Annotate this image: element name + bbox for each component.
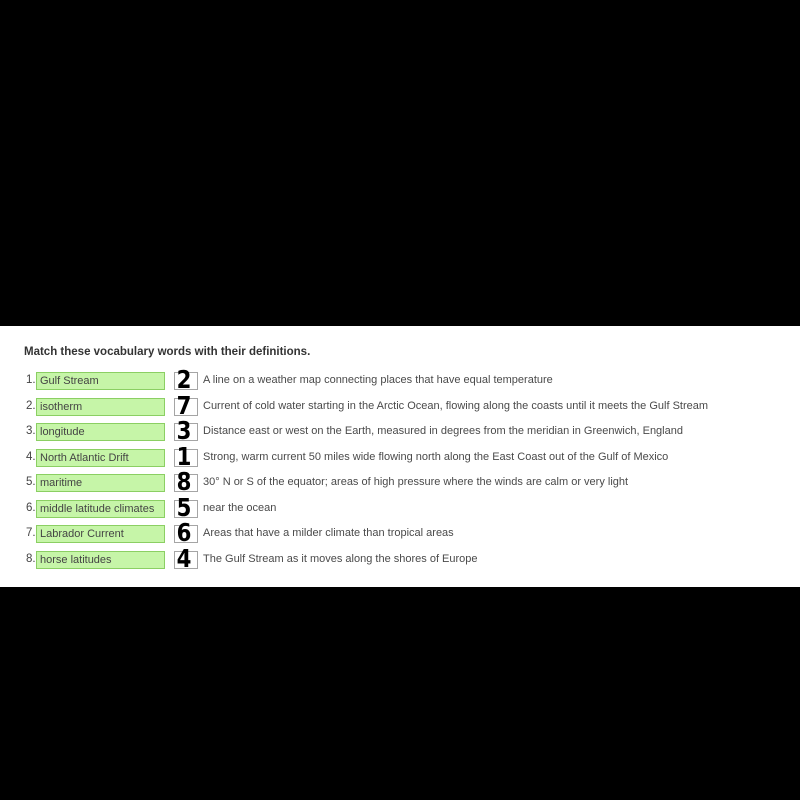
- item-number: 5.: [26, 476, 36, 488]
- definition-text: Distance east or west on the Earth, measured in degrees from the meridian in Greenwich, England: [203, 425, 683, 437]
- definition-text: near the ocean: [203, 502, 277, 514]
- definition-text: Current of cold water starting in the Arctic Ocean, flowing along the coasts until it meets the Gulf Stream: [203, 400, 709, 412]
- handwritten-answer: 5: [176, 493, 192, 522]
- handwritten-answer: 6: [176, 518, 192, 547]
- definition-text: A line on a weather map connecting places that have equal temperature: [203, 374, 553, 386]
- match-row-2: [0, 391, 800, 420]
- handwritten-answer: 1: [176, 442, 192, 471]
- question-prompt: Match these vocabulary words with their definitions.: [24, 346, 311, 358]
- match-row-5: [0, 467, 800, 496]
- term-north-atlantic-drift[interactable]: North Atlantic Drift: [36, 449, 165, 467]
- match-row-1: [0, 365, 800, 394]
- item-number: 1.: [26, 374, 36, 386]
- matching-question-panel: [0, 326, 800, 587]
- item-number: 3.: [26, 425, 36, 437]
- term-gulf-stream[interactable]: Gulf Stream: [36, 372, 165, 390]
- match-row-8: [0, 544, 800, 573]
- item-number: 6.: [26, 502, 36, 514]
- handwritten-answer: 8: [176, 467, 192, 496]
- definition-text: 30° N or S of the equator; areas of high pressure where the winds are calm or very light: [203, 476, 629, 488]
- term-isotherm[interactable]: isotherm: [36, 398, 165, 416]
- match-row-7: [0, 518, 800, 547]
- definition-text: Strong, warm current 50 miles wide flowing north along the East Coast out of the Gulf of Mexico: [203, 451, 669, 463]
- item-number: 7.: [26, 527, 36, 539]
- handwritten-answer: 2: [176, 365, 192, 394]
- handwritten-answer: 7: [176, 391, 192, 420]
- term-labrador-current[interactable]: Labrador Current: [36, 525, 165, 543]
- handwritten-answer: 4: [176, 544, 192, 573]
- match-row-6: [0, 493, 800, 522]
- definition-text: Areas that have a milder climate than tropical areas: [203, 527, 454, 539]
- item-number: 4.: [26, 451, 36, 463]
- definition-text: The Gulf Stream as it moves along the shores of Europe: [203, 553, 478, 565]
- term-longitude[interactable]: longitude: [36, 423, 165, 441]
- term-horse-latitudes[interactable]: horse latitudes: [36, 551, 165, 569]
- item-number: 2.: [26, 400, 36, 412]
- term-middle-latitude-climates[interactable]: middle latitude climates: [36, 500, 165, 518]
- match-row-4: [0, 442, 800, 471]
- item-number: 8.: [26, 553, 36, 565]
- handwritten-answer: 3: [176, 416, 192, 445]
- match-row-3: [0, 416, 800, 445]
- term-maritime[interactable]: maritime: [36, 474, 165, 492]
